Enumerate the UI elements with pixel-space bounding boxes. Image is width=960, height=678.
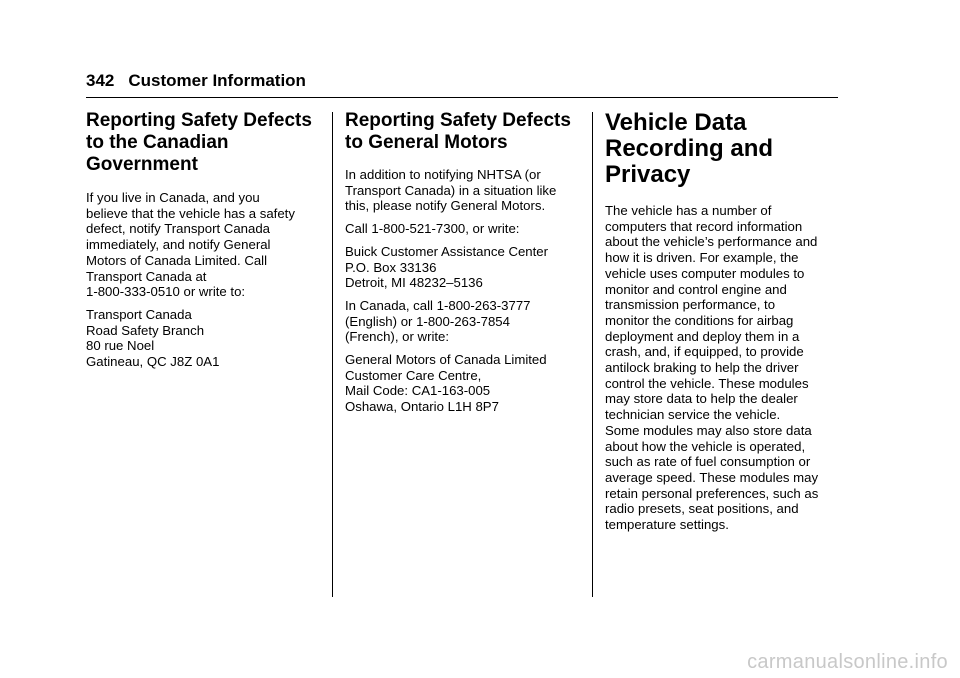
gm-defects-paragraph: In addition to notifying NHTSA (or Transport Canada) in a situation like this, please notify General Motors.: [345, 167, 557, 214]
column-canadian-defects: [86, 110, 324, 370]
transport-canada-address: Transport Canada Road Safety Branch 80 rue Noel Gatineau, QC J8Z 0A1: [86, 306, 220, 370]
column-vehicle-data: [605, 110, 845, 533]
watermark: carmanualsonline.info: [747, 651, 948, 673]
buick-address: Buick Customer Assistance Center P.O. Box 33136 Detroit, MI 48232–5136: [345, 243, 549, 291]
column-divider: [332, 112, 333, 597]
heading-gm-defects: Reporting Safety Defects to General Motors: [345, 110, 571, 153]
gm-canada-address: General Motors of Canada Limited Customer Care Centre, Mail Code: CA1-163-005 Oshawa, Ontario L1H 8P7: [345, 352, 547, 415]
gm-call-paragraph: Call 1-800-521-7300, or write:: [345, 221, 520, 237]
canada-call-paragraph: In Canada, call 1-800-263-3777 (English) or 1-800-263-7854 (French), or write:: [345, 297, 531, 345]
canadian-defects-paragraph: If you live in Canada, and you believe that the vehicle has a safety defect, notify Transport Canada immediately, and notify General Motors of Canada Limited. Call Transport Canada at 1-800-333-0510 or write to:: [86, 190, 295, 300]
column-divider: [592, 112, 593, 597]
page-header: [86, 71, 838, 95]
header-rule: [86, 97, 838, 98]
page-number: 342: [86, 71, 115, 90]
heading-canadian-defects: Reporting Safety Defects to the Canadian Government: [86, 110, 312, 175]
section-title: Customer Information: [128, 71, 306, 90]
column-gm-defects: [345, 110, 580, 415]
heading-vehicle-data: Vehicle Data Recording and Privacy: [605, 109, 774, 188]
vehicle-data-paragraph: The vehicle has a number of computers that record information about the vehicle’s performance and how it is driven. For example, the vehicle uses computer modules to monitor and control engine and transmission performance, to monitor the conditions for airbag deployment and deploy them in a crash, and, if equipped, to provide antilock braking to help the driver control the vehicle. These modules may store data to help the dealer technician service the vehicle. Some modules may also store data about how the vehicle is operated, such as rate of fuel consumption or average speed. These modules may retain personal preferences, such as radio presets, seat positions, and temperature settings.: [605, 203, 819, 533]
